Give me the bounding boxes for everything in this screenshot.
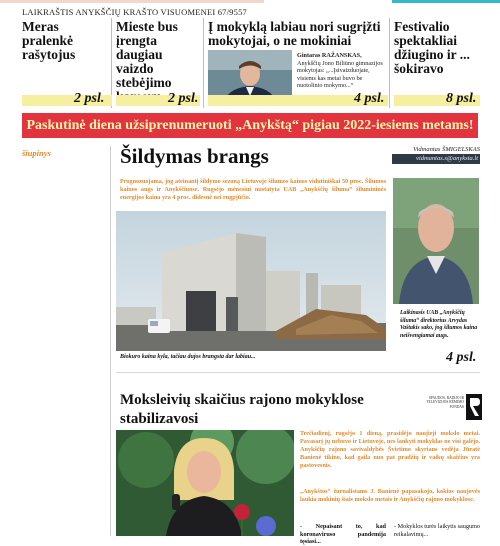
heating-plant-photo [116, 211, 386, 351]
teaser-page-4[interactable]: 8 psl. [446, 91, 477, 106]
author-name: Vidmantas ŠMIGELSKAS [413, 146, 480, 153]
teaser-title-1[interactable]: Meras pralenkė rašytojus [22, 19, 76, 62]
section-tag: šiupinys [22, 148, 51, 158]
speaker-photo [116, 430, 294, 536]
second-col-2: - Mokyklos turės laikytis saugumo reikalavimų... [394, 523, 480, 538]
left-column-rule [110, 146, 111, 536]
top-strip-left [0, 0, 264, 3]
teaser-page-2[interactable]: 2 psl. [168, 91, 199, 106]
sponsor-logo [466, 394, 482, 420]
author-block [392, 146, 480, 154]
main-lead: Prognozuojama, jog ateinantį šildymo sezoną Lietuvoje šilumos kainos vidutiniškai 50 proc. Šilumos kainos augs ir Anykščiuose. Rugsėjo mėnesiui nustatyta UAB „Anykščių šiluma“ šilumininės energijos kaina yra 4 proc. didesnė nei rugpjūčio. [120, 178, 386, 201]
main-headline[interactable]: Šildymas brangs [120, 144, 269, 168]
subscription-banner[interactable]: Paskutinė diena užsiprenumeruoti „Anykštą“ pigiau 2022-iesiems metams! [22, 113, 478, 138]
second-col-1: - Nepaisant to, kad koronaviruso pandemija tęsiasi... [300, 523, 386, 546]
teaser-title-4[interactable]: Festivalio spektakliai džiugino ir ... šokiravo [394, 19, 470, 76]
main-photo-caption: Biokuro kaina kyla, tačiau dujos brangsta dar labiau... [120, 354, 256, 360]
second-lead: Trečiadienį, rugsėjo 1 dieną, prasidėjo naujieji mokslo metai. Pavasarį jų nebuvo ir Lietuvoje, nes lankyti mokyklas ne visi galėjo. Anykščių rajono savivaldybės Švietimo skyriaus vedėja Jūratė Banienė tikino, kad gaila nuo pat pradžių ir vaikų skaičius yra pastovesnis. [300, 430, 480, 469]
sponsor-text: SPAUDOS, RADIJO IR TELEVIZIJOS RĖMIMO FONDAS [426, 396, 464, 409]
author-email[interactable]: vidmantas.s@anyksta.lt [392, 154, 480, 164]
quote-name: Gintaras RAŽANSKAS, [297, 52, 362, 59]
teaser-title-2[interactable]: Mieste bus įrengta daugiau vaizdo stebėjimo [116, 19, 178, 90]
teaser-page-3[interactable]: 4 psl. [354, 91, 385, 106]
teaser-divider [389, 18, 390, 108]
quote-text: Anykščių Jono Biliūno gimnazijos mokytojas: „...Įsivaizduojate, visiems kas metai buvo be nuotolinio mokymo...“ [297, 59, 383, 90]
director-photo [393, 178, 479, 304]
teaser-divider [203, 18, 204, 108]
masthead-subtitle: LAIKRAŠTIS ANYKŠČIŲ KRAŠTO VISUOMENEI 67/9557 [22, 7, 247, 17]
top-strip-right [392, 0, 500, 3]
second-lead-2: „Anykštos“ žurnalistams J. Banienė papasakojo, kokios naujovės laukia mokinių šiais mokslo metais ir Anykščių rajono mokyklose. [300, 488, 480, 503]
director-caption: Laikinasis UAB „Anykščių šiluma“ direktorius Arvydas Vaštakis sako, jog šilumos kaina neišvengiamai augs. [400, 310, 478, 339]
side-page-ref[interactable]: 4 psl. [446, 350, 477, 365]
teaser-title-3[interactable]: Į mokyklą labiau nori sugrįžti mokytojai, o ne mokiniai [208, 19, 381, 48]
teaser-page-1[interactable]: 2 psl. [74, 91, 105, 106]
article-divider [116, 372, 480, 373]
second-headline[interactable]: Moksleivių skaičius rajono mokyklose stabilizavosi [120, 392, 364, 427]
